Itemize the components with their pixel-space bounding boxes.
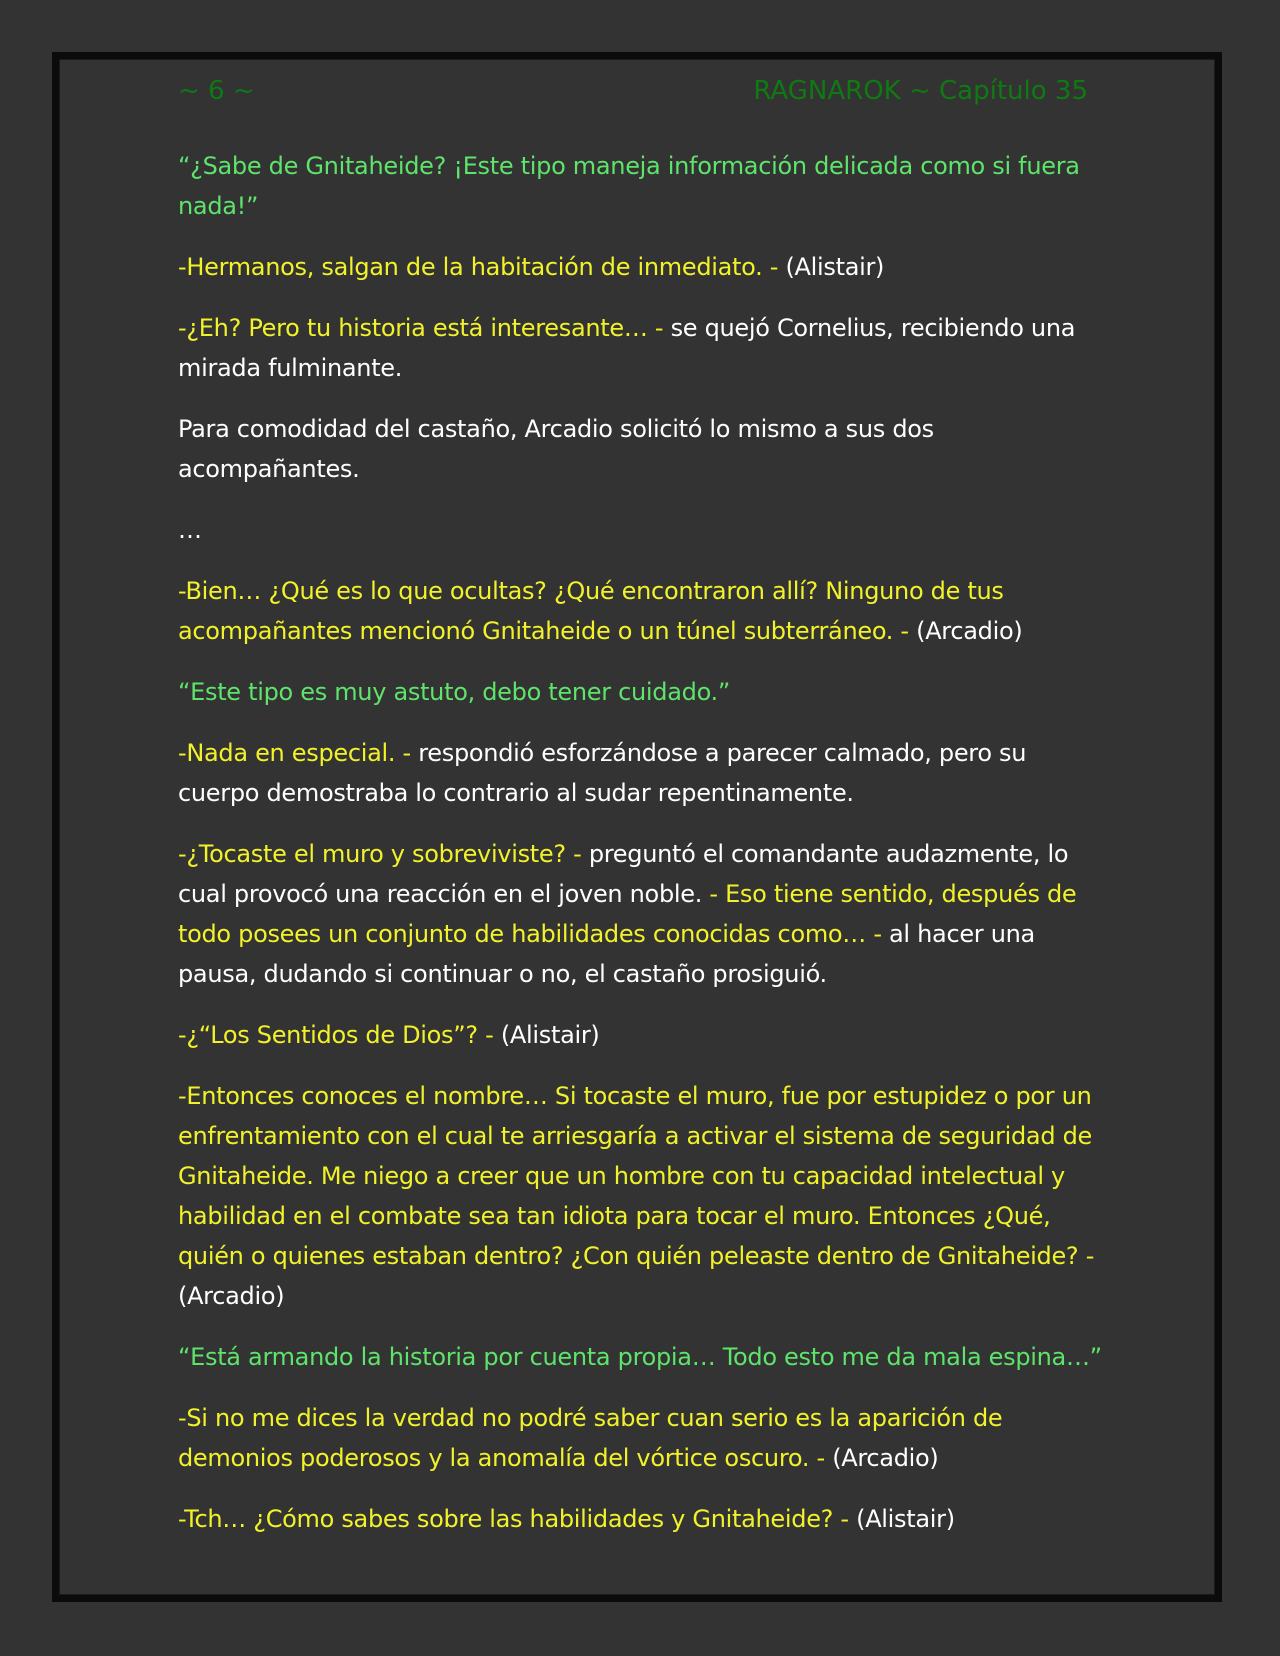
paragraph-thought (178, 1337, 1108, 1377)
dialogue-text: - Eso tiene sentido, después de todo posees un conjunto de habilidades conocidas como… - (178, 880, 1077, 948)
paragraph-dialogue (178, 308, 1108, 388)
narration-text: preguntó el comandante audazmente, lo cual provocó una reacción en el joven noble. (178, 840, 1069, 908)
paragraph-dialogue (178, 1015, 1108, 1055)
paragraph-dialogue (178, 1499, 1108, 1539)
dialogue-text: -¿“Los Sentidos de Dios”? - (178, 1021, 501, 1049)
thought-text: “Este tipo es muy astuto, debo tener cuidado.” (178, 678, 731, 706)
speaker-tag: (Alistair) (856, 1505, 955, 1533)
narration-text: al hacer una pausa, dudando si continuar o no, el castaño prosiguió. (178, 920, 1035, 988)
document-body (178, 146, 1108, 1560)
paragraph-dialogue (178, 247, 1108, 287)
paragraph-dialogue (178, 733, 1108, 813)
dialogue-text: -¿Eh? Pero tu historia está interesante… - (178, 314, 671, 342)
speaker-tag: (Arcadio) (178, 1282, 285, 1310)
dialogue-text: -Tch… ¿Cómo sabes sobre las habilidades y Gnitaheide? - (178, 1505, 857, 1533)
paragraph-thought (178, 672, 1108, 712)
narration-text: Para comodidad del castaño, Arcadio solicitó lo mismo a sus dos acompañantes. (178, 415, 934, 483)
paragraph-dialogue (178, 571, 1108, 651)
thought-text: “¿Sabe de Gnitaheide? ¡Este tipo maneja información delicada como si fuera nada!” (178, 152, 1080, 220)
dialogue-text: -¿Tocaste el muro y sobreviviste? - (178, 840, 589, 868)
speaker-tag: (Alistair) (500, 1021, 600, 1049)
narration-text: se quejó Cornelius, recibiendo una mirada fulminante. (178, 314, 1076, 382)
paragraph-dialogue (178, 834, 1108, 994)
scene-break-text: … (178, 516, 202, 544)
chapter-title: RAGNAROK ~ Capítulo 35 (753, 76, 1088, 106)
paragraph-narration (178, 409, 1108, 489)
dialogue-text: -Hermanos, salgan de la habitación de inmediato. - (178, 253, 786, 281)
dialogue-text: -Entonces conoces el nombre… Si tocaste el muro, fue por estupidez o por un enfrentamiento con el cual te arriesgaría a activar el sistema de seguridad de Gnitaheide. Me niego a creer que un hombre con tu capacidad intelectual y habilidad en el combate sea tan idiota para tocar el muro. Entonces ¿Qué, quién o quienes estaban dentro? ¿Con quién peleaste dentro de Gnitaheide? - (178, 1082, 1095, 1270)
speaker-tag: (Arcadio) (916, 617, 1023, 645)
dialogue-text: -Bien… ¿Qué es lo que ocultas? ¿Qué encontraron allí? Ninguno de tus acompañantes mencionó Gnitaheide o un túnel subterráneo. - (178, 577, 1004, 645)
narration-text: respondió esforzándose a parecer calmado, pero su cuerpo demostraba lo contrario al sudar repentinamente. (178, 739, 1027, 807)
page-header (178, 76, 1088, 112)
scene-break (178, 510, 1108, 550)
thought-text: “Está armando la historia por cuenta propia… Todo esto me da mala espina…” (178, 1343, 1102, 1371)
dialogue-text: -Nada en especial. - (178, 739, 419, 767)
paragraph-dialogue (178, 1076, 1108, 1316)
page-number: ~ 6 ~ (178, 76, 255, 106)
dialogue-text: -Si no me dices la verdad no podré saber cuan serio es la aparición de demonios poderosos y la anomalía del vórtice oscuro. - (178, 1404, 1003, 1472)
speaker-tag: (Arcadio) (832, 1444, 939, 1472)
paragraph-dialogue (178, 1398, 1108, 1478)
speaker-tag: (Alistair) (785, 253, 885, 281)
paragraph-thought (178, 146, 1108, 226)
